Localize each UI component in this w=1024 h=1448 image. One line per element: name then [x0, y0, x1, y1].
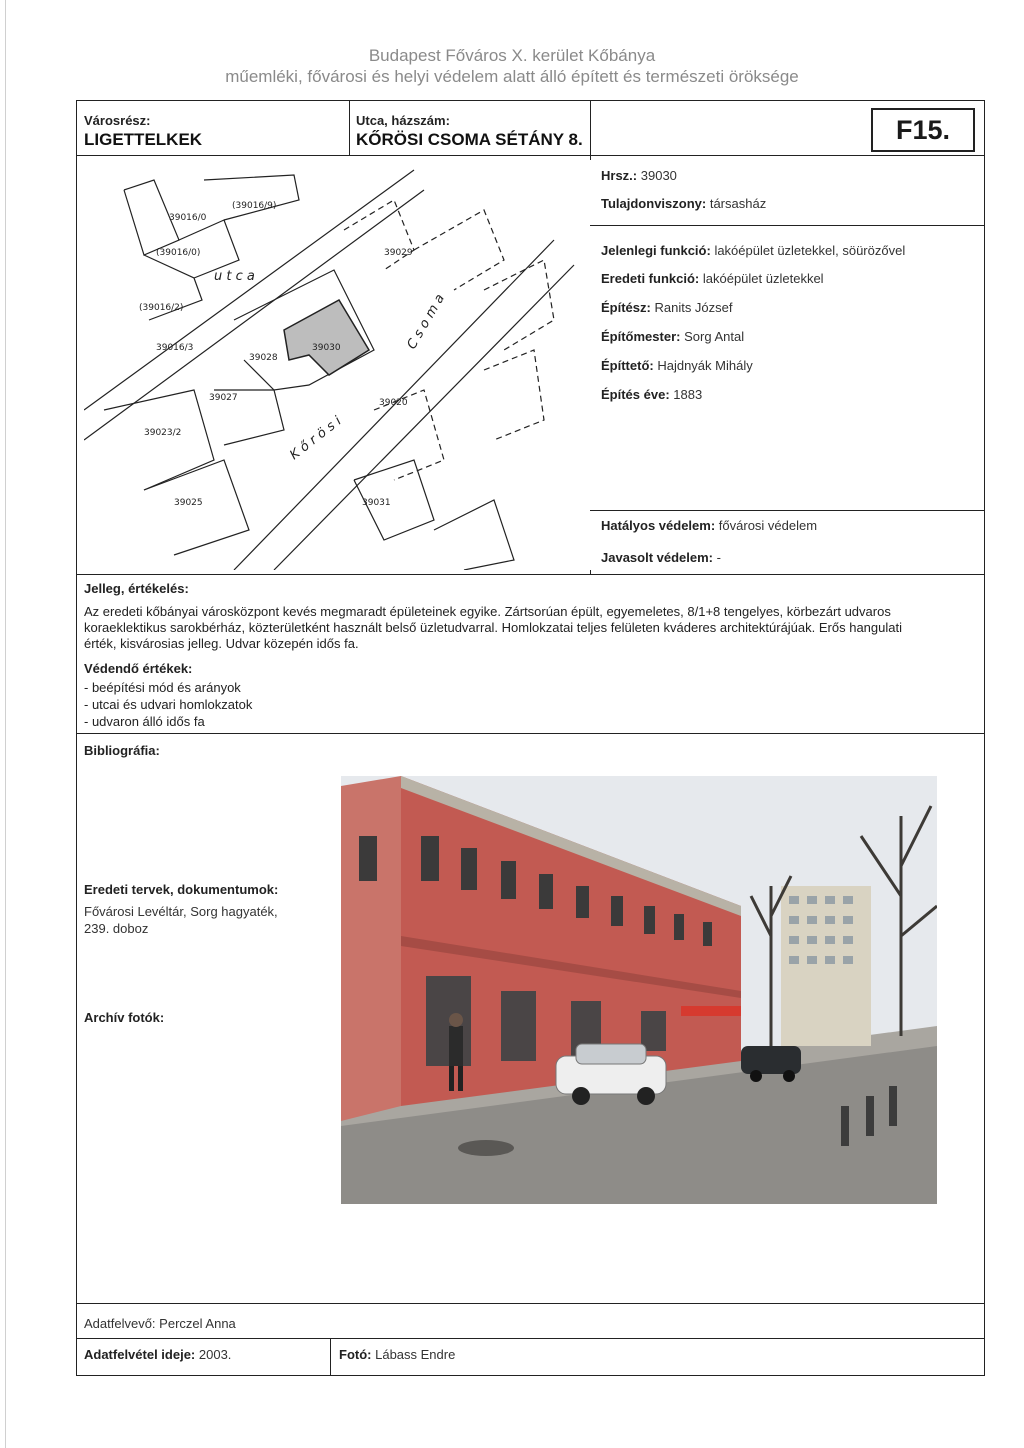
- map-label-p4: (39016/2): [139, 303, 184, 313]
- footer-top-line: [76, 1303, 985, 1304]
- title-divider-2: [590, 100, 591, 155]
- map-street-3: C s o m a: [404, 291, 448, 352]
- details-divider-1: [590, 225, 985, 226]
- map-bottom-line: [76, 574, 985, 575]
- evaluation-bottom-line: [76, 733, 985, 734]
- developer-row: [601, 358, 753, 373]
- recorder-row: [84, 1316, 236, 1331]
- map-label-p12: 39020: [379, 398, 408, 408]
- map-label-p5: 39016/3: [156, 343, 194, 353]
- page-edge-line: [5, 0, 6, 1448]
- photo-credit-row: [339, 1347, 455, 1362]
- map-label-p2: (39016/9): [232, 201, 277, 211]
- title-row-bottom: [76, 155, 985, 156]
- hrsz-label: Hrsz.:: [601, 168, 638, 183]
- frame-right: [984, 100, 985, 1376]
- footer-middle-line: [76, 1338, 985, 1339]
- ownership-label: Tulajdonviszony:: [601, 196, 707, 211]
- original-function-label: Eredeti funkció:: [601, 271, 700, 286]
- cadastral-map-drawing: [84, 160, 594, 570]
- evaluation-heading: Jelleg, értékelés:: [84, 581, 189, 596]
- map-label-plot: 39030: [312, 343, 341, 353]
- current-protection-label: Hatályos védelem:: [601, 518, 716, 533]
- details-divider-2: [590, 510, 985, 511]
- current-function-label: Jelenlegi funkció:: [601, 243, 711, 258]
- map-label-p1: 39016/0: [169, 213, 207, 223]
- sheet-code-box: F15.: [871, 108, 975, 152]
- year-value: 1883: [673, 387, 703, 402]
- district-label: Városrész:: [84, 113, 151, 128]
- developer-value: Hajdnyák Mihály: [657, 358, 753, 373]
- district-value: LIGETTELKEK: [84, 130, 203, 149]
- values-list: [84, 679, 252, 730]
- street-label: Utca, házszám:: [356, 113, 450, 128]
- evaluation-line-2: koraeklektikus sarokbérház, közterületként használt belső üzletudvarral. Homlokzatai teljes felületen kváderes architektúrájúak. Erős hangulati: [84, 620, 902, 635]
- proposed-protection-row: [601, 550, 721, 565]
- map-label-p9: 39023/2: [144, 428, 182, 438]
- current-protection-row: [601, 518, 817, 533]
- cadastral-map: [84, 160, 594, 570]
- map-street-2: K ő r ö s i: [287, 413, 345, 464]
- evaluation-text: [84, 604, 979, 652]
- map-label-p11: 39025: [174, 498, 203, 508]
- plans-label: Eredeti tervek, dokumentumok:: [84, 882, 279, 897]
- map-label-p6: 39027: [209, 393, 238, 403]
- hrsz-row: [601, 168, 677, 183]
- current-function-row: [601, 243, 905, 258]
- ownership-value: társasház: [709, 196, 767, 211]
- hrsz-value: 39030: [640, 168, 677, 183]
- frame-bottom: [76, 1375, 985, 1376]
- original-function-value: lakóépület üzletekkel: [702, 271, 824, 286]
- date-value: 2003.: [198, 1347, 232, 1362]
- proposed-protection-value: -: [716, 550, 721, 565]
- photo-credit-value: Lábass Endre: [375, 1347, 456, 1362]
- header-subtitle: műemléki, fővárosi és helyi védelem alatt álló épített és természeti öröksége: [225, 67, 799, 86]
- evaluation-line-3: érték, kisvárosias jelleg. Udvar közepén idős fa.: [84, 636, 359, 651]
- recorder-label: Adatfelvevő:: [84, 1316, 156, 1331]
- architect-row: [601, 300, 733, 315]
- architect-value: Ranits József: [654, 300, 733, 315]
- architect-label: Építész:: [601, 300, 651, 315]
- proposed-protection-label: Javasolt védelem:: [601, 550, 714, 565]
- title-divider-1: [349, 100, 350, 155]
- recorder-value: Perczel Anna: [159, 1316, 236, 1331]
- values-heading: Védendő értékek:: [84, 661, 193, 676]
- original-function-row: [601, 271, 824, 286]
- date-label: Adatfelvétel ideje:: [84, 1347, 196, 1362]
- photo-credit-label: Fotó:: [339, 1347, 372, 1362]
- plans-line-1: Fővárosi Levéltár, Sorg hagyaték,: [84, 904, 278, 919]
- values-item: - utcai és udvari homlokzatok: [84, 697, 253, 712]
- current-protection-value: fővárosi védelem: [718, 518, 818, 533]
- values-item: - udvaron álló idős fa: [84, 714, 205, 729]
- ownership-row: [601, 196, 766, 211]
- year-label: Építés éve:: [601, 387, 670, 402]
- archive-photos-label: Archív fotók:: [84, 1010, 165, 1025]
- map-label-p8: 39029: [384, 248, 413, 258]
- footer-divider: [330, 1338, 331, 1375]
- map-street-1: u t c a: [214, 269, 255, 284]
- date-row: [84, 1347, 231, 1362]
- evaluation-line-1: Az eredeti kőbányai városközpont kevés megmaradt épületeinek egyike. Zártsorúan épült, egyemeletes, 8/1+8 tengelyes, körbezárt udvaros: [84, 604, 891, 619]
- building-photo-drawing: [341, 776, 937, 1204]
- frame-top: [76, 100, 985, 101]
- builder-row: [601, 329, 744, 344]
- map-label-p7: 39028: [249, 353, 278, 363]
- builder-label: Építőmester:: [601, 329, 681, 344]
- header-title: Budapest Főváros X. kerület Kőbánya: [368, 46, 656, 65]
- frame-left: [76, 100, 77, 1376]
- values-item: - beépítési mód és arányok: [84, 680, 241, 695]
- map-label-p3: (39016/0): [156, 248, 201, 258]
- bibliography-label: Bibliográfia:: [84, 743, 160, 758]
- plans-line-2: 239. doboz: [84, 921, 149, 936]
- current-function-value: lakóépület üzletekkel, söürözővel: [714, 243, 906, 258]
- map-label-p10: 39031: [362, 498, 391, 508]
- developer-label: Építtető:: [601, 358, 654, 373]
- year-row: [601, 387, 702, 402]
- building-photo: [341, 776, 937, 1204]
- builder-value: Sorg Antal: [684, 329, 745, 344]
- street-value: KŐRÖSI CSOMA SÉTÁNY 8.: [356, 130, 583, 149]
